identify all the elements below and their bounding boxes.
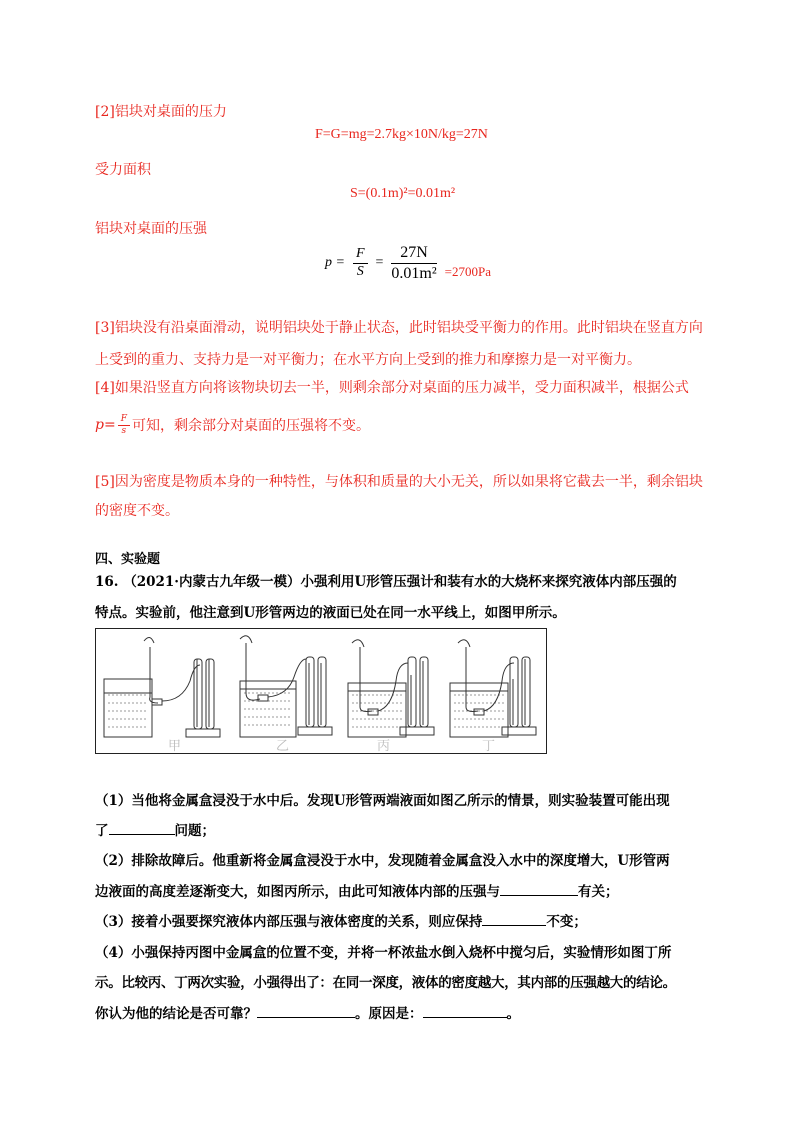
formula-conclusion: 可知，剩余部分对桌面的压强将不变。 [131, 418, 370, 435]
subquestion-1-line2 [95, 819, 215, 839]
solution-step-5-line1: [5]因为密度是物质本身的一种特性，与体积和质量的大小无关，所以如果将它截去一半，剩余铝块 [95, 474, 703, 490]
text: 你认为他的结论是否可靠？ [95, 1006, 257, 1022]
area-equation: S=(0.1m)²=0.01m² [350, 186, 456, 201]
fraction-denominator: 0.01m² [391, 264, 437, 282]
question-stem-line2: 特点。实验前，他注意到U形管两边的液面已处在同一水平线上，如图甲所示。 [95, 605, 566, 621]
setup-jia [104, 637, 220, 737]
text: 。 [506, 1006, 520, 1022]
pressure-fraction-symbolic [353, 246, 368, 281]
question-number: 16. [95, 574, 119, 590]
subquestion-4-line1: （4）小强保持丙图中金属盒的位置不变，并将一杯浓盐水倒入烧杯中搅匀后，实验情形如图丁所 [95, 945, 672, 961]
force-equation: F=G=mg=2.7kg×10N/kg=27N [315, 127, 488, 142]
subquestion-4-line2: 示。比较丙、丁两次实验，小强得出了：在同一深度，液体的密度越大，其内部的压强越大的结论。 [95, 975, 676, 991]
solution-step-4-line1: [4]如果沿竖直方向将该物块切去一半，则剩余部分对桌面的压力减半，受力面积减半，根据公式 [95, 380, 689, 396]
solution-step-5-line2: 的密度不变。 [95, 503, 179, 519]
text: 边液面的高度差逐渐变大，如图丙所示，由此可知液体内部的压强与 [95, 884, 500, 900]
figure-label-ding: 丁 [482, 739, 496, 754]
figure-label-yi: 乙 [276, 739, 290, 754]
solution-step-2-label: [2]铝块对桌面的压力 [95, 104, 227, 120]
subquestion-2-line2 [95, 880, 619, 900]
pressure-fraction-numeric [391, 243, 436, 282]
answer-blank[interactable] [257, 1003, 355, 1018]
solution-step-3-line2: 上受到的重力、支持力是一对平衡力；在水平方向上受到的推力和摩擦力是一对平衡力。 [95, 352, 641, 368]
setup-bing [348, 640, 434, 737]
text: 。原因是： [355, 1006, 423, 1022]
pressure-label: 铝块对桌面的压强 [95, 221, 207, 237]
answer-blank[interactable] [482, 911, 546, 926]
text: 了 [95, 823, 109, 839]
subquestion-2-line1: （2）排除故障后。他重新将金属盒浸没于水中，发现随着金属盒没入水中的深度增大，U形管两 [95, 853, 670, 869]
fraction-denominator: s [121, 425, 127, 436]
answer-blank[interactable] [423, 1003, 507, 1018]
answer-blank[interactable] [109, 820, 175, 835]
fraction-numerator: F [118, 414, 130, 426]
question-stem-line1 [95, 570, 677, 590]
subquestion-1-line1: （1）当他将金属盒浸没于水中后。发现U形管两端液面如图乙所示的情景，则实验装置可能出现 [95, 793, 670, 809]
area-label: 受力面积 [95, 162, 151, 178]
pressure-result: =2700Pa [444, 264, 492, 279]
fraction-numerator: 27N [391, 243, 436, 263]
u-tube-experiment-illustration [96, 629, 546, 753]
formula-fraction [118, 414, 130, 437]
subquestion-3 [95, 910, 587, 930]
pressure-equation: p = $\frac{F}{S}$ = $\frac{27N}{\text{0.01m²}}$ =2700Pa [325, 244, 492, 282]
text: （3）接着小强要探究液体内部压强与液体密度的关系，则应保持 [95, 914, 483, 930]
section-title: 四、实验题 [95, 552, 161, 567]
text: 问题； [174, 823, 215, 839]
figure-label-bing: 丙 [377, 739, 391, 754]
formula-prefix: p= [95, 417, 116, 434]
answer-blank[interactable] [500, 881, 578, 896]
question-stem-text: 小强利用U形管压强计和装有水的大烧杯来探究液体内部压强的 [300, 574, 677, 590]
fraction-numerator: F [353, 246, 368, 264]
text: 有关； [578, 884, 619, 900]
figure-label-jia: 甲 [168, 739, 182, 754]
text: 不变； [546, 914, 587, 930]
solution-step-4-line2 [95, 414, 370, 437]
pressure-lhs: p = [325, 255, 345, 270]
subquestion-4-line3 [95, 1002, 520, 1022]
solution-step-3-line1: [3]铝块没有沿桌面滑动，说明铝块处于静止状态，此时铝块受平衡力的作用。此时铝块在竖直方向 [95, 320, 703, 336]
question-source: （2021·内蒙古九年级一模） [123, 574, 301, 590]
setup-ding [450, 640, 536, 737]
experiment-figure [95, 628, 547, 754]
setup-yi [240, 636, 332, 737]
fraction-denominator: S [356, 263, 364, 279]
